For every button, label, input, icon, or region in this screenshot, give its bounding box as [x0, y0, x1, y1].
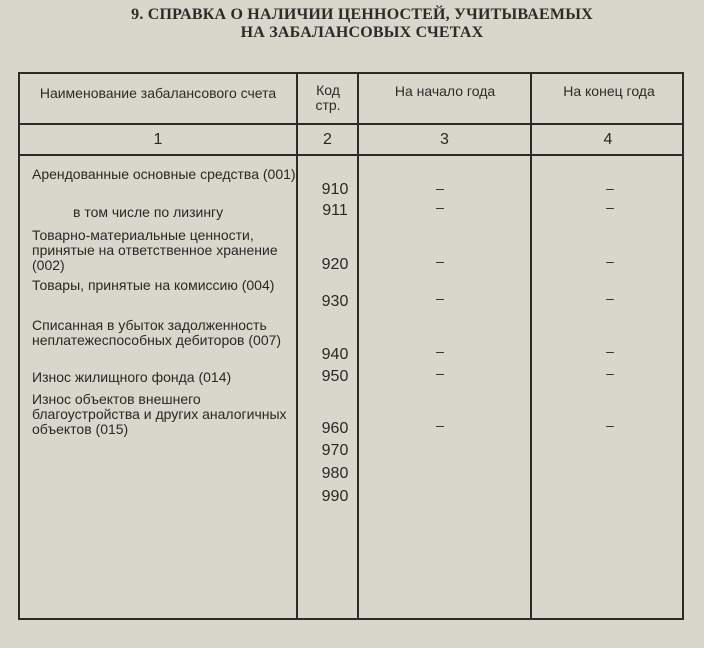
- row-code-980: 980: [321, 465, 349, 482]
- row-start-960: –: [436, 417, 444, 433]
- off-balance-table: [18, 72, 684, 620]
- row-name-960: Износ объектов внешнего благоустройства и других аналогичных объектов (015): [32, 391, 287, 437]
- page-title-line-1: 9. СПРАВКА О НАЛИЧИИ ЦЕННОСТЕЙ, УЧИТЫВАЕМЫХ: [131, 6, 593, 23]
- header-end-of-year: На конец года: [563, 83, 655, 99]
- row-end-911: –: [606, 199, 614, 215]
- row-code-960: 960: [321, 420, 349, 437]
- row-code-920: 920: [321, 256, 349, 273]
- row-end-930: –: [606, 290, 614, 306]
- row-start-930: –: [436, 290, 444, 306]
- header-name: Наименование забалансового счета: [39, 85, 277, 101]
- row-name-940: Списанная в убыток задолженность неплатежеспособных дебиторов (007): [32, 317, 282, 348]
- row-code-911: 911: [322, 202, 348, 219]
- row-code-970: 970: [321, 442, 349, 459]
- row-end-960: –: [606, 417, 614, 433]
- column-number-1: 1: [153, 131, 163, 148]
- column-number-3: 3: [440, 131, 449, 148]
- row-name-950: Износ жилищного фонда (014): [32, 369, 232, 385]
- row-end-940: –: [606, 343, 614, 359]
- row-code-990: 990: [321, 488, 349, 505]
- page-title: [0, 6, 704, 42]
- column-number-divider: [20, 154, 682, 156]
- row-code-950: 950: [321, 368, 349, 385]
- row-name-911: в том числе по лизингу: [73, 204, 224, 220]
- row-end-920: –: [606, 253, 614, 269]
- header-start-of-year: На начало года: [394, 83, 496, 99]
- row-name-910: Арендованные основные средства (001): [32, 166, 296, 182]
- row-name-920: Товарно-материальные ценности, принятые на ответственное хранение (002): [32, 227, 278, 273]
- column-number-2: 2: [323, 131, 332, 148]
- header-divider: [20, 123, 682, 125]
- row-code-940: 940: [321, 346, 349, 363]
- row-start-950: –: [436, 365, 444, 381]
- column-number-4: 4: [603, 131, 613, 148]
- row-start-911: –: [436, 199, 444, 215]
- row-code-930: 930: [321, 293, 349, 310]
- row-start-910: –: [436, 180, 444, 196]
- row-name-930: Товары, принятые на комиссию (004): [32, 277, 275, 293]
- row-code-910: 910: [321, 181, 349, 198]
- row-start-920: –: [436, 253, 444, 269]
- row-end-910: –: [606, 180, 614, 196]
- row-end-950: –: [606, 365, 614, 381]
- page-title-line-2: НА ЗАБАЛАНСОВЫХ СЧЕТАХ: [240, 24, 484, 41]
- header-code: Код стр.: [315, 82, 341, 113]
- row-start-940: –: [436, 343, 444, 359]
